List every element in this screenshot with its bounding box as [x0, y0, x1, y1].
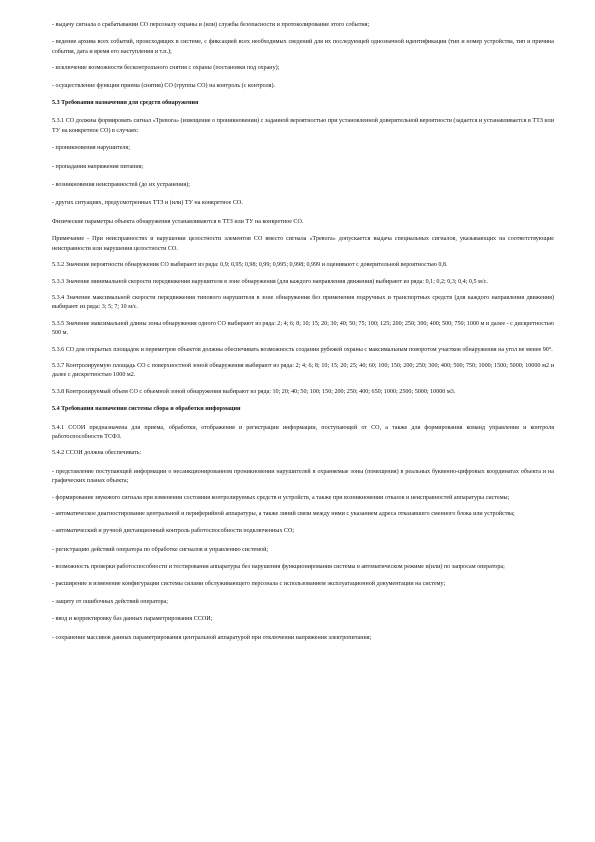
note-paragraph: Примечание - При неисправностях и нарушении целостности элементов СО вместо сигнала «Тревога» допускается выдача специальных сигналов, указывающих на соответствующие неисправности или нарушения целостности СО.: [52, 236, 554, 252]
paragraph: 5.3.2 Значение вероятности обнаружения СО выбирают из ряда: 0,9; 0,95; 0,98; 0,99; 0,995; 0,998; 0,999 и оценивают с доверительной вероятностью 0,8.: [52, 262, 448, 269]
paragraph: 5.4.1 ССОИ предназначена для приема, обработки, отображения и регистрации информации, поступающей от СО, а также для формирования команд управления и контроля работоспособности ТСФЗ.: [52, 424, 554, 440]
paragraph: Физические параметры объекта обнаружения устанавливаются в ТТЗ или ТУ на конкретное СО.: [52, 218, 304, 225]
list-item: - проникновения нарушителя;: [52, 145, 130, 152]
list-item: - возможность проверки работоспособности и тестирования аппаратуры без нарушения функционирования системы в автоматическом режиме и(или) по запросам оператора;: [52, 564, 505, 571]
list-item: - исключение возможности бесконтрольного снятия с охраны (постановки под охрану);: [52, 65, 280, 72]
list-item: - пропадания напряжения питания;: [52, 163, 144, 170]
list-item: - выдачу сигнала о срабатывании СО персоналу охраны и (или) службы безопасности и протоколирование этого события;: [52, 22, 370, 28]
list-item: - расширение и изменение конфигурации системы силами обслуживающего персонала с использованием эксплуатационной документации на систему;: [52, 580, 446, 587]
paragraph: 5.3.8 Контролируемый объем СО с объемной зоной обнаружения выбирают из ряда: 10; 20; 40; 50; 100; 150; 200; 250; 400; 650; 1000; 2500; 5000; 10000 м3.: [52, 388, 456, 395]
list-item: - регистрацию действий оператора по обработке сигналов и управлению системой;: [52, 546, 269, 553]
paragraph: 5.3.6 СО для открытых площадок и периметров объектов должны обеспечивать возможность создания рубежей охраны с максимальным поворотом участков обнаружения на угол не менее 90°.: [52, 346, 553, 353]
list-item: - представление поступающей информации о несанкционированном проникновении нарушителей в охраняемые зоны (помещения) в реальных буквенно-цифровых координатах объекта и на графических планах объекта;: [52, 468, 554, 485]
list-item: - автоматическое диагностирование центральной и периферийной аппаратуры, а также линий связи между ними с указанием адреса отказавшего сменного блока или устройства;: [52, 511, 515, 517]
section-heading: 5.3 Требования назначения для средств обнаружения: [52, 100, 199, 107]
list-item: - защиту от ошибочных действий оператора;: [52, 599, 168, 606]
paragraph: 5.3.3 Значение минимальной скорости передвижения нарушителя в зоне обнаружения (для каждого направления движения) выбирают из ряда: 0,1; 0,2; 0,3; 0,4; 0,5 м/с.: [52, 278, 488, 285]
paragraph: 5.3.4 Значение максимальной скорости передвижения типового нарушителя в зоне обнаружения без применения подручных и транспортных средств (для каждого направления движения) выбирают из ряда: 3; 5; 7; 10 м/с.: [52, 294, 554, 311]
list-item: - автоматический и ручной дистанционный контроль работоспособности подключенных СО;: [52, 528, 295, 535]
section-heading: 5.4 Требования назначения системы сбора и обработки информации: [52, 406, 241, 413]
list-item: - сохранение массивов данных параметрирования центральной аппаратурой при отключении напряжения электропитания;: [52, 634, 372, 641]
list-item: - возникновения неисправностей (до их устранения);: [52, 182, 190, 189]
paragraph: 5.3.1 СО должны формировать сигнал «Тревога» (извещение о проникновении) с заданной вероятностью при установленной доверительной вероятности (задается и устанавливается в ТТЗ или ТУ на конкретное СО) в случаях:: [52, 118, 554, 134]
list-item: - других ситуациях, предусмотренных ТТЗ и (или) ТУ на конкретное СО.: [52, 200, 243, 207]
list-item: - осуществление функции приема (снятия) СО (группы СО) на контроль (с контроля).: [52, 82, 275, 89]
paragraph: 5.4.2 ССОИ должна обеспечивать:: [52, 450, 142, 457]
list-item: - ведение архива всех событий, происходящих в системе, с фиксацией всех необходимых сведений для их последующей однозначной идентификации (тип и номер устройства, тип и причина события, дата и время его наступления и т.п.);: [52, 39, 554, 55]
paragraph: 5.3.5 Значение максимальной длины зоны обнаружения одного СО выбирают из ряда: 2; 4; 6; 8; 10; 15; 20; 30; 40; 50; 75; 100; 125; 200; 250; 300; 400; 500; 750; 1000 м и далее - с дискретностью 500 м.: [52, 320, 554, 337]
list-item: - формирование звукового сигнала при изменении состояния контролируемых средств и устройств, а также при возникновении отказов и неисправностей аппаратуры системы;: [52, 494, 510, 501]
list-item: - ввод и корректировку баз данных параметрирования ССОИ;: [52, 616, 213, 623]
paragraph: 5.3.7 Контролируемую площадь СО с поверхностной зоной обнаружения выбирают из ряда: 2; 4; 6; 8; 10; 15; 20; 25; 40; 60; 100; 150; 200; 250; 300; 400; 500; 750; 1000; 1500; 5000; 10000 м2 и далее с дискретностью 1000 м2.: [52, 362, 554, 379]
